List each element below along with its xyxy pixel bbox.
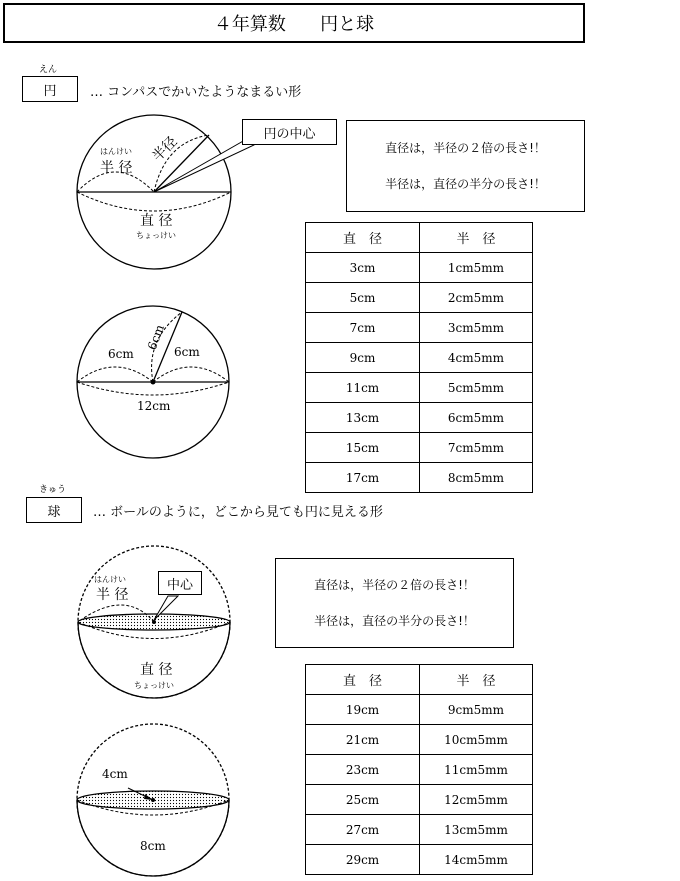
table-cell-radius: 5cm5mm: [420, 373, 533, 403]
table-cell-radius: 13cm5mm: [420, 815, 533, 845]
circle-diameter-reading: ちょっけい: [136, 231, 176, 240]
table-cell-diameter: 17cm: [306, 463, 420, 493]
table-cell-radius: 7cm5mm: [420, 433, 533, 463]
sphere-example-radius: 4cm: [102, 767, 128, 781]
circle-example-radius-slant: 6cm: [144, 322, 167, 352]
table-cell-diameter: 25cm: [306, 785, 420, 815]
circle-example-radius-right: 6cm: [174, 345, 200, 359]
sphere-term-box: [26, 497, 82, 523]
sphere-table-header-diameter: 直 径: [306, 665, 420, 695]
table-row: [306, 815, 533, 845]
circle-note-line1: 直径は，半径の２倍の長さ!！: [385, 141, 546, 155]
table-cell-diameter: 3cm: [306, 253, 420, 283]
table-row: [306, 695, 533, 725]
table-row: [306, 785, 533, 815]
title-topic: 円と球: [320, 14, 375, 35]
table-row: [306, 283, 533, 313]
table-cell-radius: 3cm5mm: [420, 313, 533, 343]
table-cell-diameter: 15cm: [306, 433, 420, 463]
sphere-description: … ボールのように，どこから見ても円に見える形: [93, 505, 383, 520]
table-cell-diameter: 19cm: [306, 695, 420, 725]
sphere-example-diagram: [70, 718, 240, 880]
page-title: [3, 3, 585, 43]
table-cell-radius: 9cm5mm: [420, 695, 533, 725]
table-row: [306, 343, 533, 373]
table-cell-radius: 12cm5mm: [420, 785, 533, 815]
sphere-term: 球: [47, 504, 61, 520]
title-grade: ４年算数: [213, 14, 286, 35]
table-row: [306, 725, 533, 755]
table-cell-diameter: 29cm: [306, 845, 420, 875]
table-cell-radius: 6cm5mm: [420, 403, 533, 433]
sphere-diagram: [70, 540, 270, 710]
table-row: [306, 313, 533, 343]
table-cell-radius: 4cm5mm: [420, 343, 533, 373]
circle-table-header-diameter: 直 径: [306, 223, 420, 253]
circle-note-line2: 半径は，直径の半分の長さ!！: [385, 177, 546, 191]
sphere-diameter-label: 直 径: [140, 662, 173, 678]
circle-radius-label-slant: 半径: [149, 133, 181, 165]
circle-center-label: 円の中心: [263, 126, 316, 142]
table-row: [306, 373, 533, 403]
circle-table-header-radius: 半 径: [420, 223, 533, 253]
table-row: [306, 433, 533, 463]
table-cell-radius: 2cm5mm: [420, 283, 533, 313]
table-row: [306, 403, 533, 433]
table-cell-diameter: 9cm: [306, 343, 420, 373]
circle-center-label-box: [242, 119, 337, 145]
circle-term-reading: えん: [39, 65, 58, 75]
table-cell-radius: 11cm5mm: [420, 755, 533, 785]
table-row: [306, 755, 533, 785]
table-cell-radius: 1cm5mm: [420, 253, 533, 283]
table-cell-diameter: 27cm: [306, 815, 420, 845]
sphere-center-label: 中心: [166, 577, 193, 593]
table-cell-diameter: 13cm: [306, 403, 420, 433]
table-cell-diameter: 23cm: [306, 755, 420, 785]
table-row: [306, 253, 533, 283]
sphere-table: [305, 664, 533, 875]
circle-term-box: [22, 76, 78, 102]
sphere-note-box: [275, 558, 514, 648]
table-cell-radius: 14cm5mm: [420, 845, 533, 875]
table-cell-diameter: 11cm: [306, 373, 420, 403]
table-cell-diameter: 7cm: [306, 313, 420, 343]
circle-diameter-label: 直 径: [140, 213, 173, 229]
table-cell-radius: 8cm5mm: [420, 463, 533, 493]
sphere-radius-reading: はんけい: [94, 575, 126, 584]
circle-radius-label: 半 径: [100, 160, 133, 176]
table-cell-diameter: 21cm: [306, 725, 420, 755]
circle-example-diameter: 12cm: [137, 399, 171, 413]
circle-example-diagram: [70, 300, 240, 470]
circle-term: 円: [43, 83, 57, 99]
table-cell-diameter: 5cm: [306, 283, 420, 313]
circle-example-radius-left: 6cm: [108, 347, 134, 361]
sphere-note-line2: 半径は，直径の半分の長さ!！: [314, 614, 475, 628]
circle-description: … コンパスでかいたようなまるい形: [90, 85, 302, 100]
circle-radius-reading: はんけい: [100, 147, 132, 156]
sphere-table-header-radius: 半 径: [420, 665, 533, 695]
circle-note-box: [346, 120, 585, 212]
table-cell-radius: 10cm5mm: [420, 725, 533, 755]
table-row: [306, 463, 533, 493]
sphere-center-label-box: [158, 571, 202, 595]
sphere-term-reading: きゅう: [39, 485, 67, 495]
sphere-diameter-reading: ちょっけい: [134, 681, 174, 690]
table-row: [306, 845, 533, 875]
sphere-radius-label: 半 径: [96, 587, 129, 603]
circle-table: [305, 222, 533, 493]
sphere-example-diameter: 8cm: [140, 839, 166, 853]
sphere-note-line1: 直径は，半径の２倍の長さ!！: [314, 578, 475, 592]
